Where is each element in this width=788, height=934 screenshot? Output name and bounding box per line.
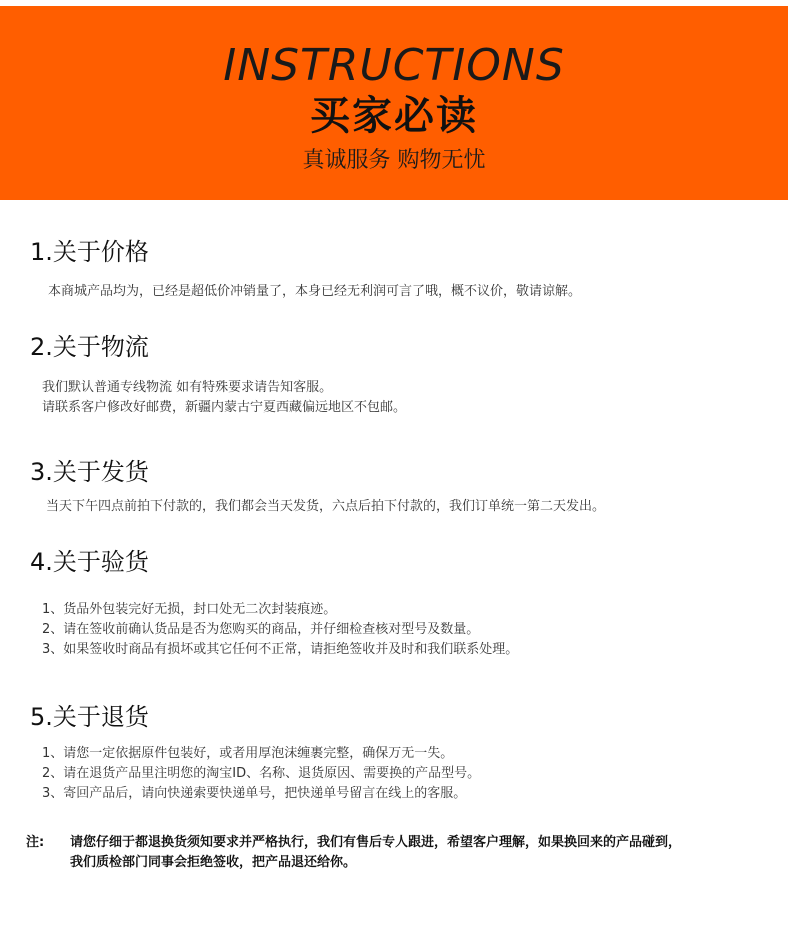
section-price-line: 本商城产品均为，已经是超低价冲销量了，本身已经无利润可言了哦，概不议价，敬请谅解。 (48, 284, 582, 299)
banner-title: 买家必读 (310, 93, 478, 139)
section-returns-line: 3、寄回产品后，请向快递索要快递单号，把快递单号留言在线上的客服。 (42, 786, 467, 801)
section-logistics-line: 请联系客户修改好邮费，新疆内蒙古宁夏西藏偏远地区不包邮。 (42, 400, 407, 415)
section-inspection-line: 1、货品外包装完好无损，封口处无二次封装痕迹。 (42, 602, 337, 617)
section-returns-line: 2、请在退货产品里注明您的淘宝ID、名称、退货原因、需要换的产品型号。 (42, 766, 481, 781)
section-logistics-line: 我们默认普通专线物流 如有特殊要求请告知客服。 (42, 380, 333, 395)
section-inspection-line: 3、如果签收时商品有损坏或其它任何不正常，请拒绝签收并及时和我们联系处理。 (42, 642, 519, 657)
section-returns-line: 1、请您一定依据原件包装好，或者用厚泡沫缠裹完整，确保万无一失。 (42, 746, 454, 761)
section-title-inspection: 4.关于验货 (30, 548, 149, 576)
section-inspection-line: 2、请在签收前确认货品是否为您购买的商品，并仔细检查核对型号及数量。 (42, 622, 480, 637)
note-label: 注: (26, 835, 45, 850)
section-title-logistics: 2.关于物流 (30, 333, 149, 361)
section-title-returns: 5.关于退货 (30, 703, 149, 731)
section-title-price: 1.关于价格 (30, 238, 149, 266)
section-title-shipping: 3.关于发货 (30, 458, 149, 486)
note-line: 请您仔细于都退换货须知要求并严格执行，我们有售后专人跟进，希望客户理解，如果换回来的产品碰到， (70, 835, 682, 850)
banner-english-title: INSTRUCTIONS (223, 40, 565, 91)
note-line: 我们质检部门同事会拒绝签收，把产品退还给你。 (70, 855, 357, 870)
section-shipping-line: 当天下午四点前拍下付款的，我们都会当天发货，六点后拍下付款的，我们订单统一第二天发出。 (46, 499, 606, 514)
header-banner (0, 6, 788, 200)
banner-subtitle: 真诚服务 购物无忧 (302, 148, 486, 173)
